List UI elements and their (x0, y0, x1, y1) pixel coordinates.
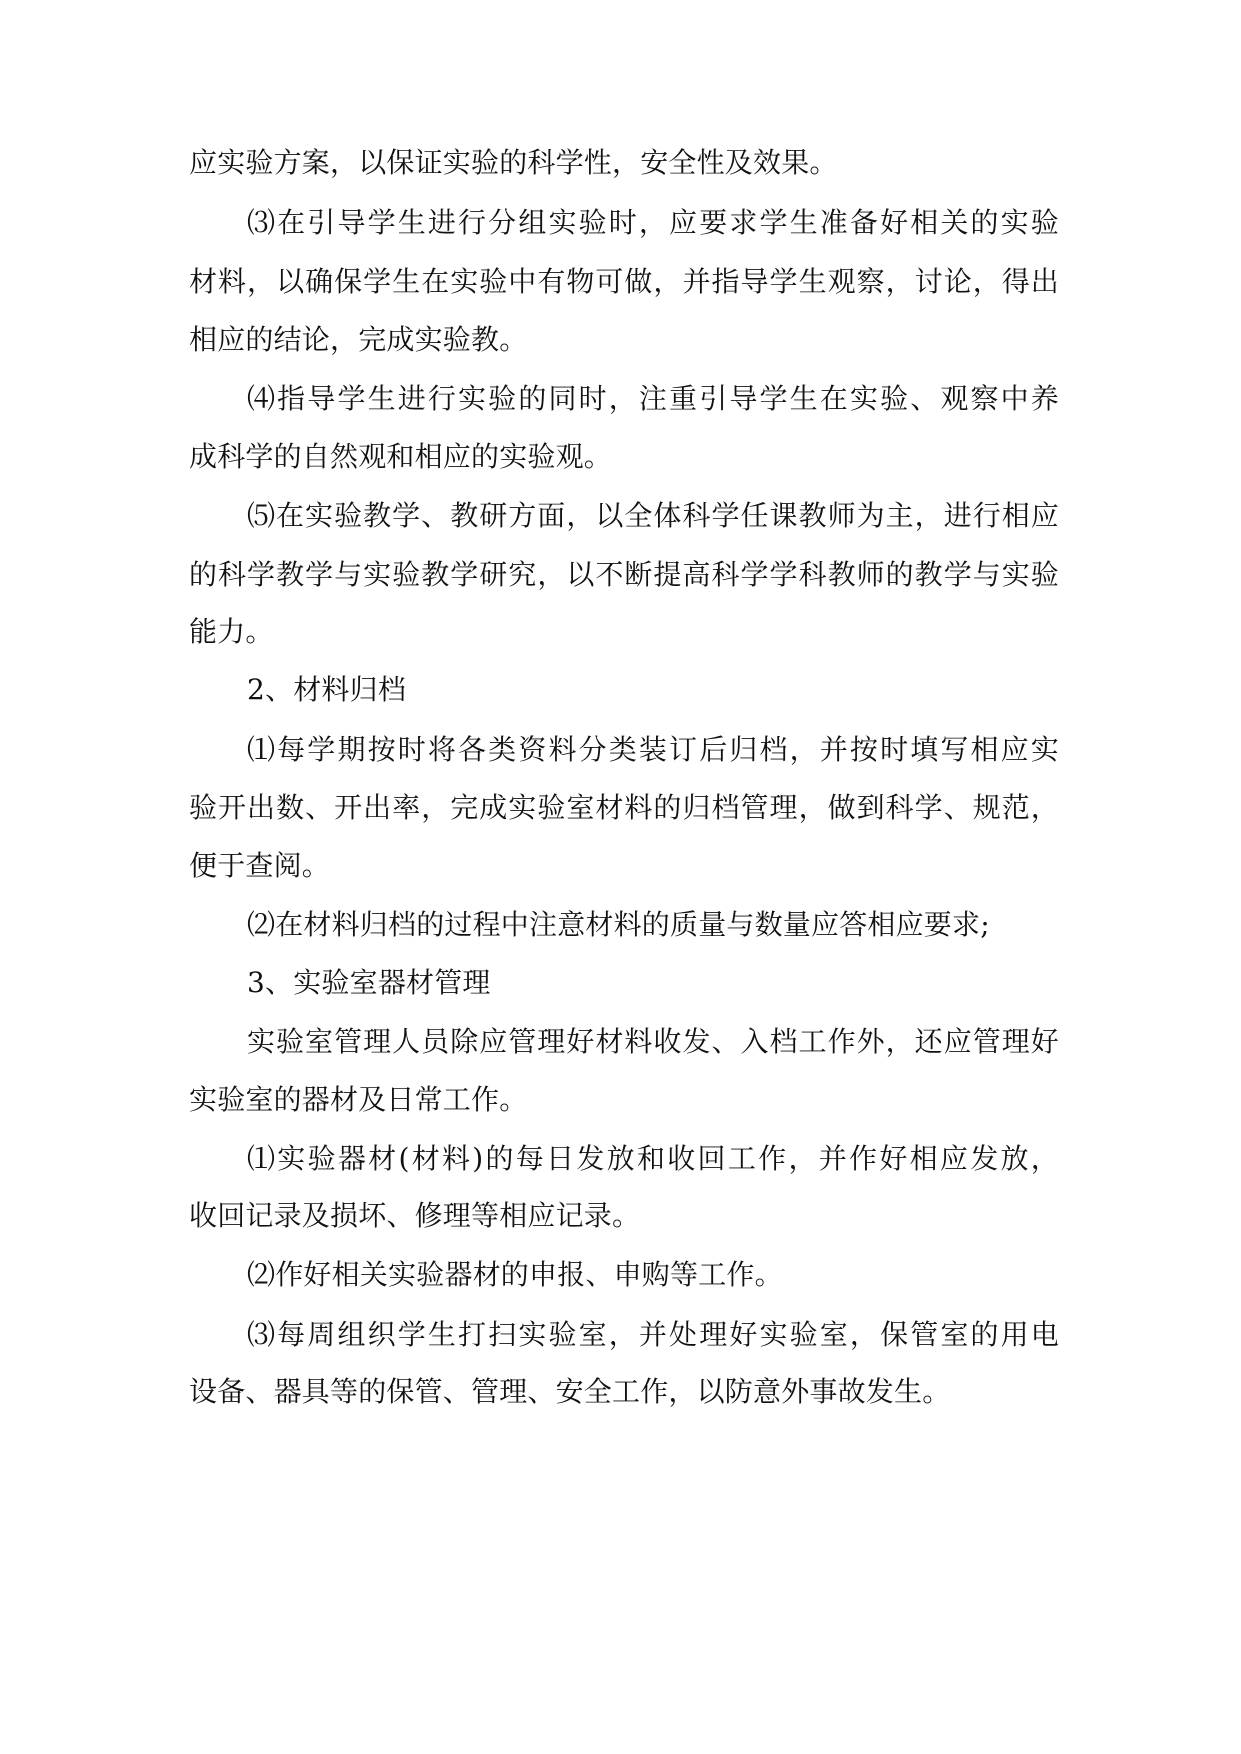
paragraph-line: ⑸在实验教学、教研方面，以全体科学任课教师为主，进行相应 (247, 499, 1059, 532)
paragraph-line: 相应的结论，完成实验教。 (189, 323, 528, 356)
paragraph-line: ⑵作好相关实验器材的申报、申购等工作。 (247, 1258, 783, 1291)
paragraph-line: 材料，以确保学生在实验中有物可做，并指导学生观察，讨论，得出 (189, 265, 1059, 298)
paragraph-line: ⑶每周组织学生打扫实验室，并处理好实验室，保管室的用电 (247, 1318, 1059, 1351)
paragraph-line: ⑴实验器材(材料)的每日发放和收回工作，并作好相应发放， (247, 1142, 1059, 1175)
paragraph-line: 收回记录及损坏、修理等相应记录。 (189, 1199, 641, 1232)
paragraph-line: 便于查阅。 (189, 849, 331, 882)
paragraph-line: ⑶在引导学生进行分组实验时，应要求学生准备好相关的实验 (247, 206, 1059, 239)
section-heading: 2、材料归档 (247, 673, 407, 706)
paragraph-line: 的科学教学与实验教学研究，以不断提高科学学科教师的教学与实验 (189, 558, 1059, 591)
paragraph-line: 实验室的器材及日常工作。 (189, 1083, 528, 1116)
paragraph-line: 验开出数、开出率，完成实验室材料的归档管理，做到科学、规范， (189, 791, 1059, 824)
paragraph-line: 能力。 (189, 615, 274, 648)
paragraph-line: 实验室管理人员除应管理好材料收发、入档工作外，还应管理好 (247, 1025, 1059, 1058)
paragraph-line: 成科学的自然观和相应的实验观。 (189, 440, 613, 473)
paragraph-line: 设备、器具等的保管、管理、安全工作，以防意外事故发生。 (189, 1375, 951, 1408)
paragraph-line: ⑵在材料归档的过程中注意材料的质量与数量应答相应要求; (247, 908, 990, 941)
paragraph-line: ⑴每学期按时将各类资料分类装订后归档，并按时填写相应实 (247, 733, 1059, 766)
paragraph-line: ⑷指导学生进行实验的同时，注重引导学生在实验、观察中养 (247, 382, 1059, 415)
section-heading: 3、实验室器材管理 (247, 966, 491, 999)
paragraph-line: 应实验方案，以保证实验的科学性，安全性及效果。 (189, 146, 838, 179)
